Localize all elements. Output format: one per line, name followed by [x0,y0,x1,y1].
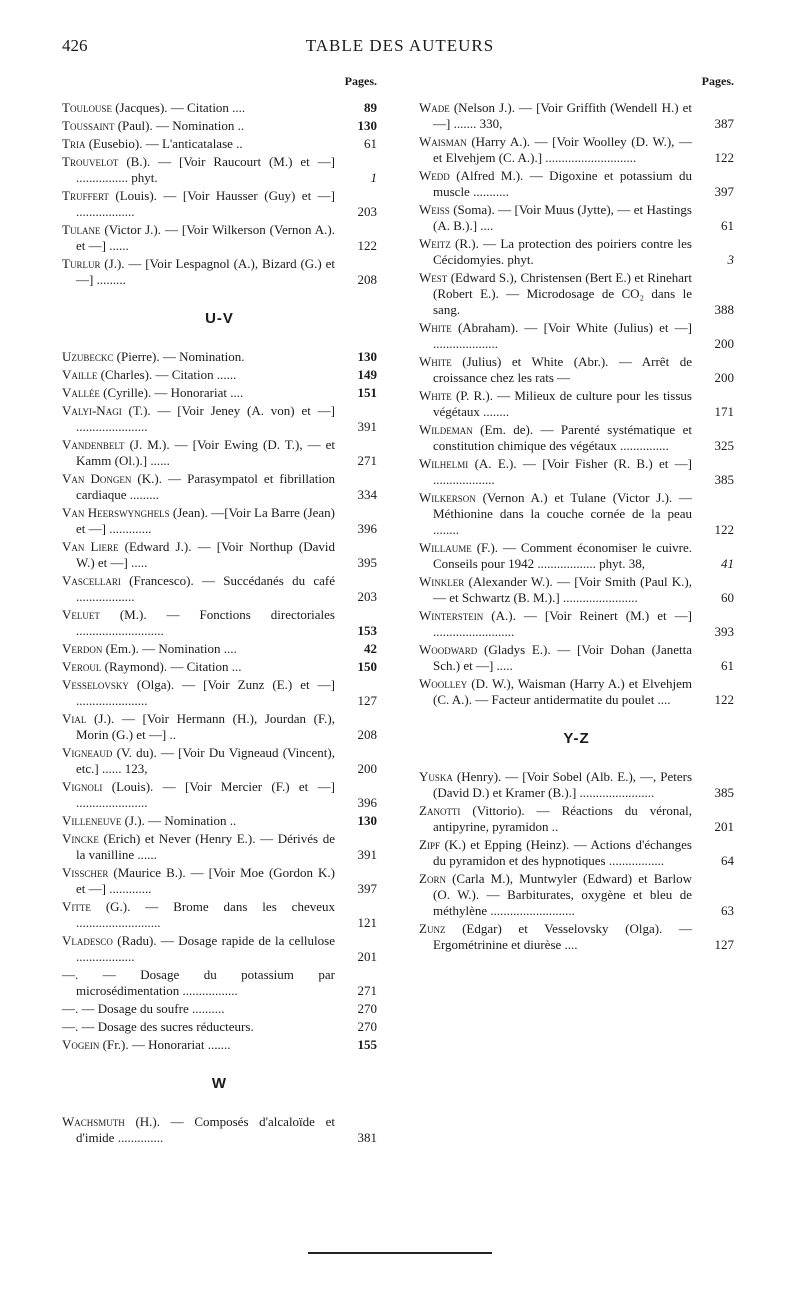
page-reference: 325 [714,438,734,453]
page-reference: 3 [727,252,734,267]
left-column [62,72,377,1148]
index-entry [62,573,377,605]
index-entry [62,745,377,777]
entry-text: (Henry). — [Voir Sobel (Alb. E.), —, Peters (David D.) et Kramer (B.).] ....................... [433,769,692,800]
author-name: Vignoli [62,779,103,794]
index-entry [62,188,377,220]
entry-text: (Edgar) et Vesselovsky (Olga). — Ergométrinine et diurèse .... [433,921,692,952]
page-reference: 396 [357,521,377,536]
right-column [419,72,734,955]
index-entry [419,540,734,572]
page-reference: 396 [357,795,377,810]
page-reference: 127 [714,937,734,952]
page-reference: 391 [357,847,377,862]
page-reference: 41 [721,556,734,571]
entry-text: (G.). — Brome dans les cheveux .......................... [76,899,335,930]
entry-text: (D. W.), Waisman (Harry A.) et Elvehjem (C. A.). — Facteur antidermatite du poulet .... [433,676,692,707]
author-name: Zipf [419,837,440,852]
page-reference: 61 [721,218,734,233]
page-reference: 122 [714,522,734,537]
entry-text: (Carla M.), Muntwyler (Edward) et Barlow (O. W.). — Barbiturates, oxygène et bleu de méthylène .......................... [433,871,692,918]
page-reference: 397 [357,881,377,896]
entry-text: (Gladys E.). — [Voir Dohan (Janetta Sch.) et —] ..... [433,642,692,673]
page-reference: 397 [714,184,734,199]
author-name: Vigneaud [62,745,113,760]
author-name: Valyi-Nagi [62,403,122,418]
page-reference: 208 [357,727,377,742]
index-entry [419,769,734,801]
index-entry [62,967,377,999]
author-name: White [419,354,452,369]
entry-text: (Radu). — Dosage rapide de la cellulose .................. [76,933,335,964]
author-name: Villeneuve [62,813,122,828]
entry-text: (Francesco). — Succédanés du café .................. [76,573,335,604]
entry-text: —. — Dosage du soufre .......... [62,1001,225,1016]
entry-text: (J.). — [Voir Lespagnol (A.), Bizard (G.) et —] ......... [76,256,335,287]
entry-text: (H.). — Composés d'alcaloïde et d'imide .............. [76,1114,335,1145]
entry-text: (A.). — [Voir Reinert (M.) et —] ......................... [433,608,692,639]
index-entry [419,803,734,835]
author-name: Wildeman [419,422,473,437]
entry-text: —. — Dosage des sucres réducteurs. [62,1019,254,1034]
entry-text: (Abraham). — [Voir White (Julius) et —] .................... [433,320,692,351]
index-entry [62,899,377,931]
entry-text: (Edward S.), Christensen (Bert E.) et Rinehart (Robert E.). — Microdosage de CO₂ dans le sang. [433,270,692,317]
author-name: Vincke [62,831,99,846]
page-reference: 122 [714,150,734,165]
entry-text: (T.). — [Voir Jeney (A. von) et —] ...................... [76,403,335,434]
page-reference: 387 [714,116,734,131]
author-name: Trouvelot [62,154,119,169]
entry-text: (K.) et Epping (Heinz). — Actions d'échanges du pyramidon et des hypnotiques ................. [433,837,692,868]
author-name: Zunz [419,921,446,936]
author-name: Vial [62,711,87,726]
author-name: Vesselovsky [62,677,129,692]
page-reference: 270 [357,1019,377,1034]
entry-text: (Louis). — [Voir Hausser (Guy) et —] .................. [76,188,335,219]
entry-text: (Cyrille). — Honorariat .... [99,385,244,400]
index-entry [62,779,377,811]
author-name: Wedd [419,168,450,183]
author-name: Van Heerswynghels [62,505,170,520]
section-heading: W [211,1075,228,1092]
entry-text: (Olga). — [Voir Zunz (E.) et —] ...................... [76,677,335,708]
page-reference: 385 [714,472,734,487]
index-entry [419,320,734,352]
author-name: Yuska [419,769,453,784]
page-reference: 122 [714,692,734,707]
entry-text: (Pierre). — Nomination. [113,349,245,364]
page-reference: 201 [714,819,734,834]
author-name: Vogein [62,1037,100,1052]
index-entry [62,1114,377,1146]
entry-text: (Jacques). — Citation .... [111,100,246,115]
page-reference: 201 [357,949,377,964]
index-entry [419,236,734,268]
entry-text: (K.). — Parasympatol et fibrillation cardiaque ......... [76,471,335,502]
index-entry [62,1001,377,1017]
entry-text: (R.). — La protection des poiriers contre les Cécidomyies. phyt. [433,236,692,267]
index-entry [62,118,377,134]
page-reference: 61 [364,136,377,151]
page-reference: 381 [357,1130,377,1145]
index-entry [62,641,377,657]
entry-text: (Eusebio). — L'anticatalase .. [85,136,243,151]
author-name: Turlur [62,256,101,271]
running-title: TABLE DES AUTEURS [305,36,495,55]
page-reference: 270 [357,1001,377,1016]
author-name: Tria [62,136,86,151]
page-reference: 155 [357,1037,377,1052]
author-name: Truffert [62,188,109,203]
page-reference: 200 [357,761,377,776]
entry-text: (Maurice B.). — [Voir Moe (Gordon K.) et —] ............. [76,865,335,896]
page-reference: 153 [357,623,377,638]
index-entry [62,865,377,897]
pages-column-label: Pages. [344,74,377,88]
page-reference: 395 [357,555,377,570]
footer-rule [308,1252,492,1254]
author-name: Weitz [419,236,451,251]
index-entry [62,505,377,537]
entry-text: (F.). — Comment économiser le cuivre. Conseils pour 1942 .................. phyt. 38, [433,540,692,571]
page-reference: 63 [721,903,734,918]
page-number: 426 [62,36,88,55]
index-entry [62,385,377,401]
entry-text: (Em.). — Nomination .... [102,641,237,656]
index-entry [419,100,734,132]
index-entry [62,100,377,116]
page-reference: 150 [357,659,377,674]
author-name: Veluet [62,607,100,622]
index-entry [62,1037,377,1053]
page-reference: 200 [714,336,734,351]
author-name: West [419,270,448,285]
author-name: Wilkerson [419,490,476,505]
page-reference: 203 [357,204,377,219]
author-name: Zanotti [419,803,461,818]
entry-text: (Victor J.). — [Voir Wilkerson (Vernon A.). et —] ...... [76,222,335,253]
entry-text: (Vernon A.) et Tulane (Victor J.). — Méthionine dans la couche cornée de la peau ........ [433,490,692,537]
author-name: Vladesco [62,933,113,948]
entry-text: (Alfred M.). — Digoxine et potassium du muscle ........... [433,168,692,199]
index-entry [62,349,377,365]
page-reference: 385 [714,785,734,800]
author-name: Wachsmuth [62,1114,125,1129]
author-name: Vandenbelt [62,437,125,452]
index-entry [62,256,377,288]
page-reference: 60 [721,590,734,605]
author-name: Zorn [419,871,446,886]
entry-text: (Julius) et White (Abr.). — Arrêt de croissance chez les rats — [433,354,692,385]
index-entry [62,471,377,503]
author-name: Vascellari [62,573,121,588]
index-entry [62,154,377,186]
page-reference: 130 [357,118,377,133]
index-entry [62,222,377,254]
entry-text: (A. E.). — [Voir Fisher (R. B.) et —] ................... [433,456,692,487]
page-reference: 1 [370,170,377,185]
index-entry [419,134,734,166]
section-heading: U-V [205,310,234,327]
index-entry [62,437,377,469]
index-entry [419,608,734,640]
index-entry [62,136,377,152]
author-name: Toussaint [62,118,115,133]
entry-text: (Paul). — Nomination .. [114,118,245,133]
entry-text: (Harry A.). — [Voir Woolley (D. W.), — et Elvehjem (C. A.).] ............................ [433,134,692,165]
author-name: Wade [419,100,450,115]
page-reference: 122 [357,238,377,253]
entry-text: (Louis). — [Voir Mercier (F.) et —] ...................... [76,779,335,810]
entry-text: (Soma). — [Voir Muus (Jytte), — et Hastings (A. B.).] .... [433,202,692,233]
author-name: Tulane [62,222,101,237]
entry-text: (P. R.). — Milieux de culture pour les tissus végétaux ........ [433,388,692,419]
page-reference: 151 [357,385,377,400]
index-entry [62,539,377,571]
author-name: Weiss [419,202,450,217]
entry-text: (Em. de). — Parenté systématique et constitution chimique des végétaux ............... [433,422,692,453]
entry-text: (V. du). — [Voir Du Vigneaud (Vincent), etc.] ...... 123, [76,745,335,776]
author-name: Woolley [419,676,468,691]
index-entry [419,354,734,386]
author-name: Woodward [419,642,478,657]
page-reference: 388 [714,302,734,317]
index-entry [419,422,734,454]
index-entry [419,837,734,869]
author-name: White [419,388,452,403]
entry-text: (J. M.). — [Voir Ewing (D. T.), — et Kamm (Ol.).] ...... [76,437,335,468]
page-reference: 208 [357,272,377,287]
index-entry [419,574,734,606]
page-reference: 171 [714,404,734,419]
page-reference: 130 [357,813,377,828]
page-reference: 203 [357,589,377,604]
author-name: Waisman [419,134,467,149]
index-entry [62,813,377,829]
entry-text: —. — Dosage du potassium par microsédimentation ................. [62,967,335,998]
page-reference: 393 [714,624,734,639]
entry-text: (J.). — Nomination .. [121,813,237,828]
index-entry [62,831,377,863]
entry-text: (J.). — [Voir Hermann (H.), Jourdan (F.), Morin (G.) et —] .. [76,711,335,742]
page-reference: 271 [357,983,377,998]
index-entry [62,659,377,675]
index-entry [62,403,377,435]
index-entry [419,270,734,318]
page-reference: 130 [357,349,377,364]
author-name: Visscher [62,865,109,880]
entry-text: (Vittorio). — Réactions du véronal, antipyrine, pyramidon .. [433,803,692,834]
page-reference: 127 [357,693,377,708]
author-name: Wilhelmi [419,456,469,471]
entry-text: (M.). — Fonctions directoriales ........................... [76,607,335,638]
author-name: Vitte [62,899,91,914]
author-name: Winkler [419,574,465,589]
page-reference: 334 [357,487,377,502]
author-name: Willaume [419,540,472,555]
page-reference: 391 [357,419,377,434]
author-name: Winterstein [419,608,484,623]
author-name: Van Dongen [62,471,132,486]
author-name: Van Liere [62,539,119,554]
entry-text: (Fr.). — Honorariat ....... [99,1037,231,1052]
author-name: Vaille [62,367,98,382]
page-reference: 200 [714,370,734,385]
author-name: Verdon [62,641,103,656]
index-entry [62,367,377,383]
index-entry [419,456,734,488]
author-name: White [419,320,452,335]
index-entry [419,202,734,234]
entry-text: (Nelson J.). — [Voir Griffith (Wendell H.) et —] ....... 330, [433,100,692,131]
entry-text: (Alexander W.). — [Voir Smith (Paul K.), — et Schwartz (B. M.).] ....................... [433,574,692,605]
author-name: Toulouse [62,100,112,115]
index-entry [62,1019,377,1035]
entry-text: (Erich) et Never (Henry E.). — Dérivés de la vanilline ...... [76,831,335,862]
index-entry [62,711,377,743]
page-reference: 149 [357,367,377,382]
index-entry [419,168,734,200]
entry-text: (Charles). — Citation ...... [97,367,237,382]
page-reference: 64 [721,853,734,868]
entry-text: (Raymond). — Citation ... [101,659,242,674]
index-entry [419,921,734,953]
author-name: Vallée [62,385,100,400]
index-entry [419,490,734,538]
author-name: Uzubeckc [62,349,114,364]
section-heading: Y-Z [563,730,590,747]
entry-text: (Jean). —[Voir La Barre (Jean) et —] ............. [76,505,335,536]
author-name: Veroul [62,659,102,674]
index-entry [62,607,377,639]
page-reference: 89 [364,100,377,115]
page-reference: 42 [364,641,377,656]
index-entry [419,642,734,674]
index-entry [419,388,734,420]
page-reference: 121 [357,915,377,930]
page-header [62,36,738,60]
index-entry [419,676,734,708]
index-entry [419,871,734,919]
entry-text: (Edward J.). — [Voir Northup (David W.) et —] ..... [76,539,335,570]
entry-text: (B.). — [Voir Raucourt (M.) et —] ................ phyt. [76,154,335,185]
index-entry [62,677,377,709]
page-reference: 271 [357,453,377,468]
page-reference: 61 [721,658,734,673]
pages-column-label: Pages. [701,74,734,88]
index-entry [62,933,377,965]
